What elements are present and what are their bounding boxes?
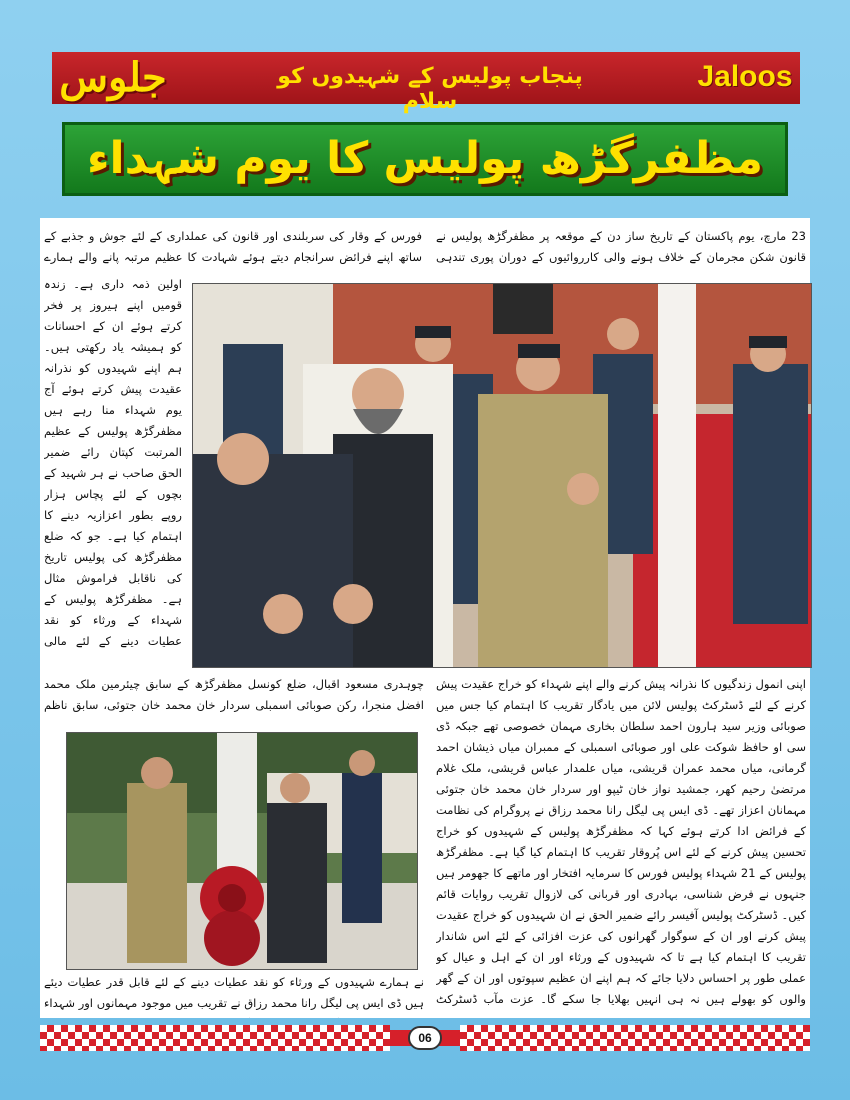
article-headline: مظفرگڑھ پولیس کا یوم شہداء bbox=[87, 133, 763, 184]
magazine-logo-urdu: جلوس bbox=[59, 54, 167, 101]
page-number: 06 bbox=[408, 1026, 442, 1050]
dua-ceremony-image bbox=[193, 284, 811, 667]
main-ceremony-photo bbox=[192, 283, 812, 668]
header-tagline: پنجاب پولیس کے شہیدوں کو سلام bbox=[277, 64, 583, 114]
middle-paragraph: چوہدری مسعود اقبال، ضلع کونسل مظفرگڑھ کے سابق چیئرمین ملک محمد افضل منجرا، رکن صوبائی اسمبلی سردار خان محمد خان جتوئی، سابق ناظم bbox=[44, 677, 424, 712]
intro-left-paragraph: فورس کے وقار کی سربلندی اور قانون کی عملداری کے لئے جوش و جذبے کے ساتھ اپنے فرائض سرانجام دیتے ہوئے شہادت کا عظیم مرتبہ پانے والے ہمارے bbox=[44, 229, 422, 264]
right-column-paragraph: اپنی انمول زندگیوں کا نذرانہ پیش کرنے والے اپنے شہداء کو خراج عقیدت پیش کرنے کے لئے ڈسٹرکٹ پولیس لائن میں یادگار تقریب کا اہتمام کیا جس میں صوبائی وزیر سید ہارون احمد سلطان بخاری مہمان خصوصی تھے جبکہ ڈی سی او حافظ شوکت علی اور صوبائی اسمبلی کے ممبران میاں ذیشان احمد گرمانی، میاں محمد عمران قریشی، میاں علمدار عباس قریشی، ملک غلام مرتضیٰ رحیم کھر، جمشید نواز خان ٹیپو اور سردار خان محمد خان جتوئی مہمانان اعزاز تھے۔ ڈی ایس پی لیگل رانا محمد رزاق نے پروگرام کی نظامت کے فرائض ادا کرتے ہوئے کہا کہ مظفرگڑھ پولیس کے شہیدوں کو خراج تحسین پیش کرنے کے لئے اس پُروقار تقریب کا اہتمام کیا گیا ہے۔ مظفرگڑھ پولیس کے 21 شہداء پولیس فورس کا سرمایہ افتخار اور ماتھے کا جھومر ہیں جنہوں نے فرض شناسی، بہادری اور قربانی کی لازوال تقریب روایات قائم کیں۔ ڈسٹرکٹ پولیس آفیسر رائے ضمیر الحق نے ان شہیدوں کو خراج عقیدت پیش کرنے اور ان کے سوگوار گھرانوں کی عزت افزائی کے لئے اس شاندار تقریب کا اہتمام کیا ہے تا کہ شہیدوں کے ورثاء اور ان کے اہل و عیال کو عملی طور پر احساس دلایا جائے کہ ہم اپنے ان عظیم سپوتوں اور ان کے گھر والوں کو بھولے ہیں نہ ہی انہیں بھلایا جا سکے گا۔ عزت مآب ڈسٹرکٹ bbox=[436, 677, 806, 1006]
wreath-laying-photo bbox=[66, 732, 418, 970]
bottom-left-paragraph: نے ہمارے شہیدوں کے ورثاء کو نقد عطیات دینے کے لئے قابل قدر عطیات دیئے ہیں ڈی ایس پی لیگل رانا محمد رزاق نے تقریب میں موجود مہمانوں اور شہداء bbox=[44, 975, 424, 1010]
wreath-ceremony-image bbox=[67, 733, 417, 969]
footer-checker-right bbox=[460, 1025, 810, 1051]
magazine-logo-latin: Jaloos bbox=[697, 60, 793, 93]
intro-right-paragraph: 23 مارچ، یوم پاکستان کے تاریخ ساز دن کے موقعہ پر مظفرگڑھ پولیس نے قانون شکن مجرمان کے خلاف ہونے والی کارروائیوں کے دوران پوری تندہی bbox=[436, 229, 806, 264]
side-column-paragraph: اولین ذمہ داری ہے۔ زندہ قومیں اپنے ہیروز پر فخر کرتے ہوئے ان کے احسانات کو ہمیشہ یاد رکھتی ہیں۔ ہم اپنے شہیدوں کو نذرانہ عقیدت پیش کرتے ہوئے آج یوم شہداء منا رہے ہیں مظفرگڑھ پولیس کے عظیم المرتبت کپتان رائے ضمیر الحق صاحب نے ہر شہید کے بچوں کے لئے پچاس ہزار روپے بطور اعزازیہ دینے کا اہتمام کیا ہے۔ جو کہ ضلع مظفرگڑھ کی پولیس تاریخ کی ناقابل فراموش مثال ہے۔ مظفرگڑھ پولیس کے شہداء کے ورثاء کو نقد عطیات دینے کے لئے مالی bbox=[44, 277, 182, 648]
footer-checker-left bbox=[40, 1025, 390, 1051]
